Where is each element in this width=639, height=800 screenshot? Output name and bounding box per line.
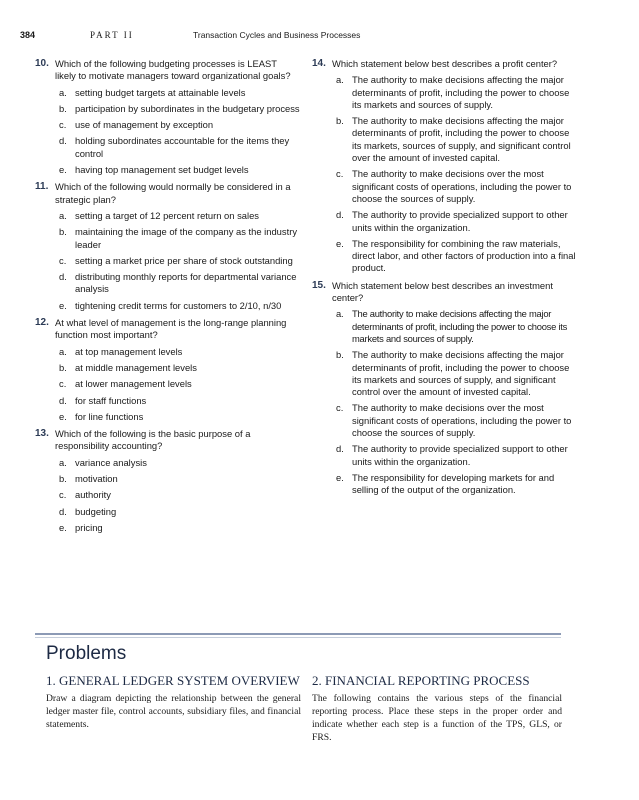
option bbox=[332, 209, 580, 234]
option-letter: d. bbox=[59, 271, 67, 283]
option-text: at top management levels bbox=[75, 345, 183, 357]
option bbox=[55, 119, 300, 131]
option bbox=[55, 506, 300, 518]
problem-heading: 2. FINANCIAL REPORTING PROCESS bbox=[312, 673, 530, 688]
option-letter: d. bbox=[336, 209, 344, 221]
question-text: Which of the following is the basic purpose of a responsibility accounting? bbox=[55, 428, 251, 452]
question-number: 10. bbox=[35, 58, 49, 69]
option-text: The authority to make decisions affecting the major determinants of profit, including the power to choose its markets and sources of supply. bbox=[352, 74, 570, 110]
option-letter: a. bbox=[59, 209, 67, 221]
option bbox=[55, 135, 300, 160]
problems-heading: Problems bbox=[46, 643, 127, 664]
chapter-title: Transaction Cycles and Business Processes bbox=[193, 30, 361, 40]
option-text: use of management by exception bbox=[75, 119, 214, 131]
option-letter: a. bbox=[336, 308, 344, 320]
option-text: The authority to provide specialized support to other units within the organization. bbox=[352, 443, 568, 467]
option bbox=[55, 255, 300, 267]
option-letter: c. bbox=[59, 119, 67, 131]
option-text: at middle management levels bbox=[75, 361, 197, 373]
option-letter: e. bbox=[59, 299, 67, 311]
option bbox=[55, 210, 300, 222]
option-text: tightening credit terms for customers to 2/10, n/30 bbox=[75, 299, 282, 311]
option-text: setting budget targets at attainable levels bbox=[75, 86, 246, 98]
option-text: pricing bbox=[75, 521, 103, 533]
option bbox=[55, 103, 300, 115]
option bbox=[55, 362, 300, 374]
option bbox=[332, 443, 580, 468]
option-text: The authority to make decisions over the most significant costs of operations, including the power to choose the sources of supply. bbox=[352, 168, 572, 204]
option-text: distributing monthly reports for departmental variance analysis bbox=[75, 271, 297, 295]
option-text: variance analysis bbox=[75, 456, 147, 468]
option-text: The authority to make decisions affecting the major determinants of profit, including the power to choose its markets, sources of supply, and significant control over the amount of invested capital. bbox=[352, 115, 571, 164]
option-text: having top management set budget levels bbox=[75, 164, 249, 176]
question-text: Which of the following budgeting processes is LEAST likely to motivate managers toward organizational goals? bbox=[55, 58, 291, 82]
option bbox=[55, 395, 300, 407]
option-text: participation by subordinates in the budgetary process bbox=[75, 102, 300, 114]
question-text: Which statement below best describes a profit center? bbox=[332, 58, 558, 69]
option-letter: b. bbox=[336, 115, 344, 127]
question-number: 13. bbox=[35, 428, 49, 440]
option bbox=[55, 226, 300, 251]
option bbox=[55, 522, 300, 534]
section-divider bbox=[35, 633, 561, 635]
question-number: 11. bbox=[35, 181, 49, 193]
option-letter: e. bbox=[59, 521, 67, 533]
problem-heading: 1. GENERAL LEDGER SYSTEM OVERVIEW bbox=[46, 673, 300, 688]
option-letter: a. bbox=[59, 86, 67, 98]
right-column bbox=[312, 58, 580, 502]
question-text: At what level of management is the long-range planning function most important? bbox=[55, 317, 287, 341]
question-11 bbox=[35, 181, 300, 312]
option-text: setting a market price per share of stock outstanding bbox=[75, 254, 293, 266]
question-text: Which of the following would normally be considered in a strategic plan? bbox=[55, 181, 291, 205]
option-letter: b. bbox=[59, 102, 67, 114]
option bbox=[332, 402, 580, 439]
option-text: authority bbox=[75, 489, 111, 501]
option-text: setting a target of 12 percent return on sales bbox=[75, 209, 259, 221]
option bbox=[332, 472, 580, 497]
option bbox=[332, 308, 580, 345]
option-letter: e. bbox=[59, 410, 67, 422]
page-number: 384 bbox=[20, 30, 36, 40]
question-10 bbox=[35, 58, 300, 176]
question-number: 12. bbox=[35, 317, 49, 329]
option-letter: c. bbox=[336, 168, 344, 180]
option-letter: b. bbox=[59, 226, 67, 238]
option-letter: e. bbox=[336, 471, 344, 483]
problem-body: Draw a diagram depicting the relationship between the general ledger master file, control accounts, subsidiary files, and financial statements. bbox=[46, 693, 301, 730]
option bbox=[55, 473, 300, 485]
option bbox=[55, 457, 300, 469]
option bbox=[55, 87, 300, 99]
option-letter: b. bbox=[59, 361, 67, 373]
problem-1 bbox=[46, 672, 301, 731]
option-text: The responsibility for developing markets for and selling of the output of the organization. bbox=[352, 471, 555, 496]
option-letter: c. bbox=[59, 489, 67, 501]
option-letter: d. bbox=[59, 505, 67, 517]
page-header bbox=[20, 30, 619, 44]
option-letter: a. bbox=[59, 345, 67, 357]
question-12 bbox=[35, 317, 300, 423]
question-number: 15. bbox=[312, 279, 326, 291]
option-letter: b. bbox=[59, 473, 67, 485]
section-divider-thin bbox=[35, 637, 561, 638]
option-letter: c. bbox=[336, 402, 344, 414]
option bbox=[55, 164, 300, 176]
option-text: maintaining the image of the company as the industry leader bbox=[75, 226, 298, 250]
question-text: Which statement below best describes an investment center? bbox=[332, 279, 553, 304]
option-letter: a. bbox=[59, 456, 67, 468]
option-text: The authority to make decisions over the most significant costs of operations, including the power to choose the sources of supply. bbox=[352, 402, 572, 439]
option-text: The authority to make decisions affecting the major determinants of profit, including the power to choose its markets and sources of supply, and significant control over the amount of invested capital. bbox=[352, 349, 570, 398]
question-14 bbox=[312, 58, 580, 275]
option-text: The responsibility for combining the raw materials, direct labor, and other factors of production into a final product. bbox=[352, 237, 576, 274]
option-text: The authority to provide specialized support to other units within the organization. bbox=[352, 209, 568, 233]
part-label: PART II bbox=[90, 30, 134, 40]
option bbox=[332, 349, 580, 398]
option bbox=[55, 378, 300, 390]
option-text: The authority to make decisions affecting the major determinants of profit, including the power to choose its markets and sources of supply. bbox=[352, 308, 568, 344]
option-text: at lower management levels bbox=[75, 378, 192, 390]
option bbox=[55, 271, 300, 296]
option bbox=[55, 411, 300, 423]
option-letter: b. bbox=[336, 349, 344, 361]
option bbox=[332, 238, 580, 275]
left-column bbox=[35, 58, 300, 539]
option-text: for staff functions bbox=[75, 394, 147, 406]
problem-body: The following contains the various steps of the financial reporting process. Place these steps in the proper order and indicate whether each step is a function of the TPS, GLS, or FRS. bbox=[312, 693, 562, 743]
option bbox=[55, 346, 300, 358]
option-letter: d. bbox=[59, 135, 67, 147]
option-letter: d. bbox=[336, 443, 344, 455]
option-letter: c. bbox=[59, 378, 67, 390]
option bbox=[55, 300, 300, 312]
option-text: budgeting bbox=[75, 505, 117, 517]
option-text: for line functions bbox=[75, 410, 144, 422]
option-letter: c. bbox=[59, 254, 67, 266]
option-letter: e. bbox=[336, 237, 344, 249]
question-13 bbox=[35, 428, 300, 534]
option-text: motivation bbox=[75, 473, 118, 485]
option-text: holding subordinates accountable for the items they control bbox=[75, 135, 290, 159]
option-letter: d. bbox=[59, 394, 67, 406]
problem-2 bbox=[312, 672, 562, 744]
option-letter: a. bbox=[336, 74, 344, 86]
option bbox=[332, 74, 580, 111]
option bbox=[332, 115, 580, 164]
option-letter: e. bbox=[59, 164, 67, 176]
option bbox=[332, 168, 580, 205]
question-number: 14. bbox=[312, 58, 326, 69]
option bbox=[55, 489, 300, 501]
question-15 bbox=[312, 280, 580, 497]
